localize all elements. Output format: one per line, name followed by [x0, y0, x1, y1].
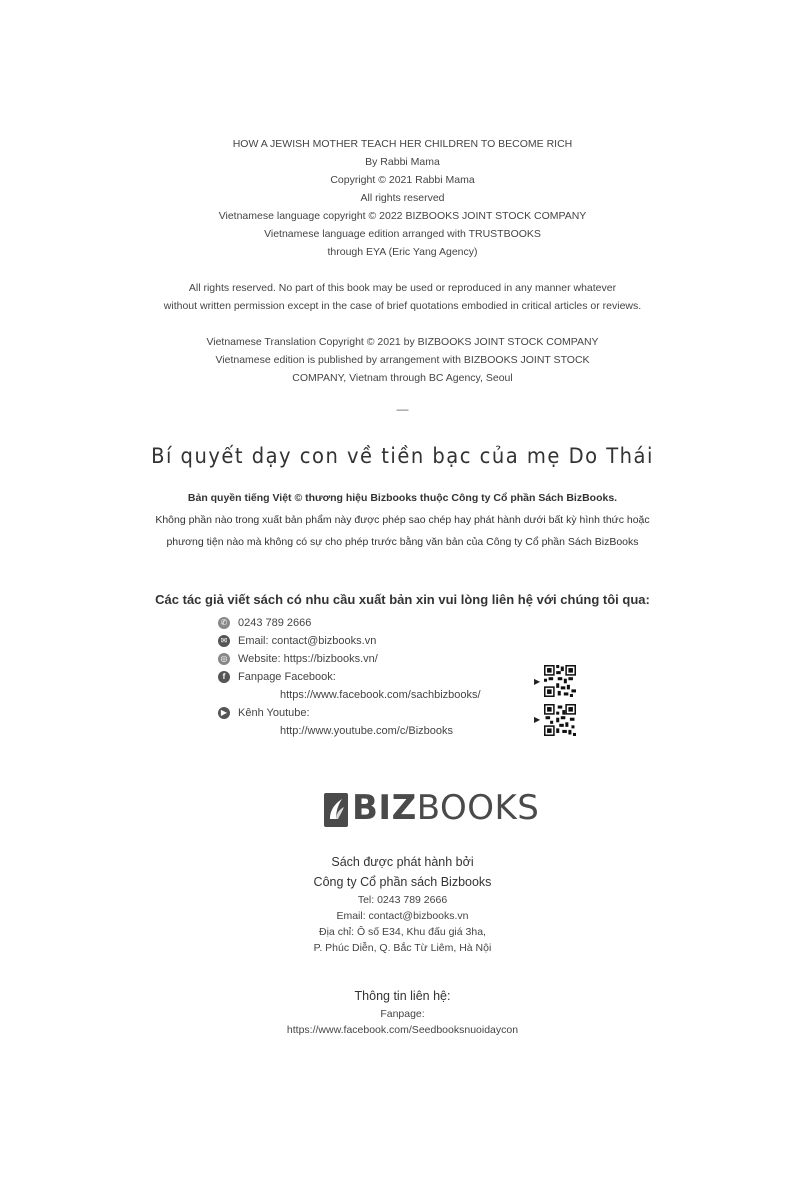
bizbooks-emblem-icon — [324, 793, 348, 827]
translation-line-1: Vietnamese Translation Copyright © 2021 by BIZBOOKS JOINT STOCK COMPANY — [206, 336, 599, 348]
publisher-block — [0, 852, 805, 956]
rights-line-1: All rights reserved. No part of this book may be used or reproduced in any manner whatever — [188, 282, 617, 294]
publisher-email: Email: contact@bizbooks.vn — [336, 910, 469, 922]
fanpage-label: Fanpage: — [380, 1008, 425, 1020]
youtube-icon: ▶ — [218, 707, 230, 719]
logo-text-books: BOOKS — [416, 788, 540, 828]
youtube-qr-code — [544, 704, 576, 736]
vn-rights-block — [0, 487, 805, 553]
phone-icon: ✆ — [218, 617, 230, 629]
translation-block — [0, 333, 805, 387]
youtube-url[interactable]: http://www.youtube.com/c/Bizbooks — [280, 725, 454, 737]
copyright-line: Copyright © 2021 Rabbi Mama — [330, 174, 475, 186]
translation-line-2: Vietnamese edition is published by arrangement with BIZBOOKS JOINT STOCK — [215, 354, 590, 366]
translation-line-3: COMPANY, Vietnam through BC Agency, Seoul — [292, 372, 513, 384]
contact-info-block — [0, 986, 805, 1038]
publisher-intro: Sách được phát hành bởi — [331, 855, 474, 869]
rights-reserved-line: All rights reserved — [360, 192, 445, 204]
copyright-block — [0, 135, 805, 261]
logo-text-biz: BIZ — [352, 788, 417, 828]
facebook-label: Fanpage Facebook: — [238, 671, 336, 683]
youtube-label: Kênh Youtube: — [238, 707, 310, 719]
publisher-address-1: Địa chỉ: Ô số E34, Khu đấu giá 3ha, — [319, 926, 486, 938]
separator: — — [396, 402, 409, 416]
arrow-right-icon: ▶ — [534, 677, 541, 686]
globe-icon: ◎ — [218, 653, 230, 665]
email-text: Email: contact@bizbooks.vn — [238, 635, 377, 647]
publisher-address-2: P. Phúc Diễn, Q. Bắc Từ Liêm, Hà Nội — [313, 942, 492, 954]
website-text: Website: https://bizbooks.vn/ — [238, 653, 378, 665]
vn-rights-bold: Bản quyền tiếng Việt © thương hiệu Bizbooks thuộc Công ty Cổ phần Sách BizBooks. — [187, 492, 618, 504]
rights-block — [0, 279, 805, 315]
agency-line: through EYA (Eric Yang Agency) — [327, 246, 478, 258]
publisher-company: Công ty Cổ phần sách Bizbooks — [313, 875, 492, 889]
vn-edition-line: Vietnamese language edition arranged with TRUSTBOOKS — [264, 228, 541, 240]
rights-line-2: without written permission except in the case of brief quotations embodied in critical articles or reviews. — [163, 300, 642, 312]
vn-rights-line-2: Không phần nào trong xuất bản phẩm này được phép sao chép hay phát hành dưới bất kỳ hình thức hoặc — [155, 514, 650, 526]
mail-icon: ✉ — [218, 635, 230, 647]
phone-text: 0243 789 2666 — [238, 617, 312, 629]
contact-info-title: Thông tin liên hệ: — [354, 989, 451, 1003]
author-line: By Rabbi Mama — [365, 156, 440, 168]
vn-copyright-line: Vietnamese language copyright © 2022 BIZBOOKS JOINT STOCK COMPANY — [218, 210, 587, 222]
facebook-qr-code — [544, 665, 576, 697]
book-title: Bí quyết dạy con về tiền bạc của mẹ Do Thái — [151, 444, 654, 468]
bizbooks-logo — [324, 788, 540, 830]
facebook-url[interactable]: https://www.facebook.com/sachbizbooks/ — [280, 689, 481, 701]
publisher-tel: Tel: 0243 789 2666 — [357, 894, 448, 906]
arrow-right-icon: ▶ — [534, 715, 541, 724]
facebook-icon: f — [218, 671, 230, 683]
vn-rights-line-3: phương tiện nào mà không có sự cho phép trước bằng văn bản của Công ty Cổ phần Sách BizBooks — [166, 536, 639, 548]
contact-heading: Các tác giả viết sách có nhu cầu xuất bản xin vui lòng liên hệ với chúng tôi qua: — [155, 592, 650, 607]
original-title: HOW A JEWISH MOTHER TEACH HER CHILDREN TO BECOME RICH — [232, 138, 573, 150]
fanpage-url[interactable]: https://www.facebook.com/Seedbooksnuoidaycon — [286, 1024, 519, 1036]
